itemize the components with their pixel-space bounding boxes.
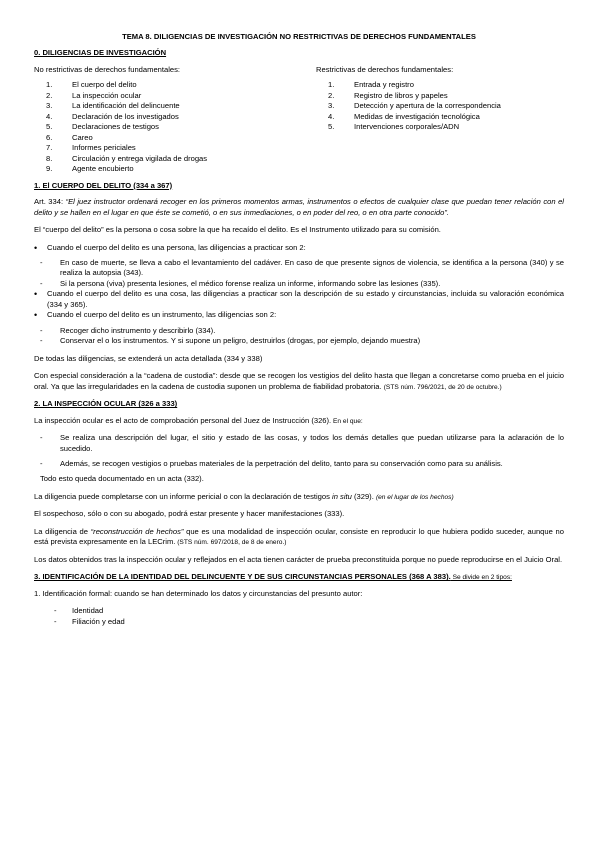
section-1-heading: 1. El CUERPO DEL DELITO (334 a 367) [34,180,173,190]
list-item: 5. Declaraciones de testigos [46,122,159,132]
list-item: 1. Entrada y registro [328,80,414,90]
inspeccion-acta: Todo esto queda documentado en un acta (332). [40,474,204,484]
restrictivas-heading: Restrictivas de derechos fundamentales: [316,64,454,74]
list-item: 4. Declaración de los investigados [46,111,179,121]
list-item: 8. Circulación y entrega vigilada de drogas [46,153,208,163]
bullet-item: • Cuando el cuerpo del delito es una persona, las diligencias a practicar son 2: [34,243,564,253]
dash-item: - Filiación y edad [34,617,564,627]
cuerpo-delito-definition: El “cuerpo del delito” es la persona o cosa sobre la que ha recaído el delito. Es el Instrumento utilizado para su comisión. [34,225,441,235]
dash-item: - Identidad [34,606,564,616]
dash-item: - Además, se recogen vestigios o pruebas materiales de la perpetración del delito, tanto para su conservación como para su análisis. [34,459,564,469]
document-page [34,32,564,627]
no-restrictivas-list [34,80,316,174]
restrictivas-column [316,65,564,175]
restrictivas-list [316,80,564,132]
bullet-item: • Cuando el cuerpo del delito es un instrumento, las diligencias son 2: [34,310,564,320]
identificacion-dash-list [34,606,564,627]
persona-dash-list [34,258,564,289]
list-item: 3. La identificación del delincuente [46,101,180,111]
section-2-heading: 2. LA INSPECCIÓN OCULAR (326 a 333) [34,399,178,409]
no-restrictivas-column [34,65,316,175]
identificacion-formal: 1. Identificación formal: cuando se han determinado los datos y circunstancias del presunto autor: [34,588,363,598]
article-334-quote: Art. 334: “El juez instructor ordenará recoger en los primeros momentos armas, instrumentos o efectos de cualquier clase que puedan tener relación con el delito y se hallen en el lugar en que éste se cometió, o en sus inmediaciones, o en poder del reo, o en otra parte conocido”. [34,197,564,217]
list-item: 5. Intervenciones corporales/ADN [328,122,460,132]
sospechoso-paragraph: El sospechoso, sólo o con su abogado, podrá estar presente y hacer manifestaciones (333). [34,509,345,519]
diligencias-columns [34,65,564,175]
inspeccion-intro: La inspección ocular es el acto de comprobación personal del Juez de Instrucción (326). En el que: [34,415,363,425]
dash-item: - Recoger dicho instrumento y describirlo (334). [34,326,564,336]
bullet-item: • Cuando el cuerpo del delito es una cosa, las diligencias a practicar son la descripción de su estado y circunstancias, incluida su valoración económica (334 y 365). [34,289,564,310]
instrumento-dash-list [34,326,564,347]
cuerpo-delito-bullets-2 [34,289,564,320]
dash-item: - En caso de muerte, se lleva a cabo el levantamiento del cadáver. En caso de que presente signos de violencia, se identifica a la persona (340) y se realiza la autopsia (343). [34,258,564,279]
inspeccion-dash-list [34,433,564,469]
list-item: 1. El cuerpo del delito [46,80,137,90]
no-restrictivas-heading: No restrictivas de derechos fundamentales: [34,64,181,74]
list-item: 3. Detección y apertura de la correspondencia [328,101,501,111]
cadena-custodia-paragraph: Con especial consideración a la “cadena de custodia”: desde que se recogen los vestigios del delito hasta que llegan a concretarse como prueba en el juicio oral. Ya que las irregularidades en la cadena de custodia suponen un problema de fiabilidad probatoria. (STS núm. 796/2021, de 20 de octubre.) [34,371,564,391]
dash-item: - Se realiza una descripción del lugar, el sitio y estado de las cosas, y todos los demás detalles que puedan utilizarse para la aclaración de lo sucedido. [34,433,564,454]
list-item: 9. Agente encubierto [46,164,134,174]
inspeccion-complemento: La diligencia puede completarse con un informe pericial o con la declaración de testigos in situ (329). (en el lugar de los hechos) [34,491,454,501]
cuerpo-delito-bullets [34,243,564,253]
dash-item: - Si la persona (viva) presenta lesiones, el médico forense realiza un informe, informando sobre las lesiones (335). [34,279,564,289]
dash-item: - Conservar el o los instrumentos. Y si supone un peligro, destruirlos (drogas, por ejemplo, dejando muestra) [34,336,564,346]
reconstruccion-paragraph: La diligencia de “reconstrucción de hechos” que es una modalidad de inspección ocular, consiste en reproducir lo que hubiera podido suceder, aunque no está prevista expresamente en la LECrim. (STS núm. 697/2018, de 8 de enero.) [34,526,564,547]
list-item: 2. La inspección ocular [46,90,142,100]
acta-paragraph: De todas las diligencias, se extenderá un acta detallada (334 y 338) [34,353,263,363]
list-item: 4. Medidas de investigación tecnológica [328,111,480,121]
document-title: TEMA 8. DILIGENCIAS DE INVESTIGACIÓN NO RESTRICTIVAS DE DERECHOS FUNDAMENTALES [122,32,476,41]
list-item: 7. Informes periciales [46,143,136,153]
section-3-heading: 3. IDENTIFICACIÓN DE LA IDENTIDAD DEL DELINCUENTE Y DE SUS CIRCUNSTANCIAS PERSONALES (368 A 383). Se divide en 2 tipos: [34,572,512,582]
list-item: 2. Registro de libros y papeles [328,90,448,100]
section-0-heading: 0. DILIGENCIAS DE INVESTIGACIÓN [34,48,167,58]
prueba-preconstituida-paragraph: Los datos obtenidos tras la inspección ocular y reflejados en el acta tienen carácter de prueba preconstituida porque no puede reproducirse en el Juicio Oral. [34,554,563,564]
list-item: 6. Careo [46,132,93,142]
